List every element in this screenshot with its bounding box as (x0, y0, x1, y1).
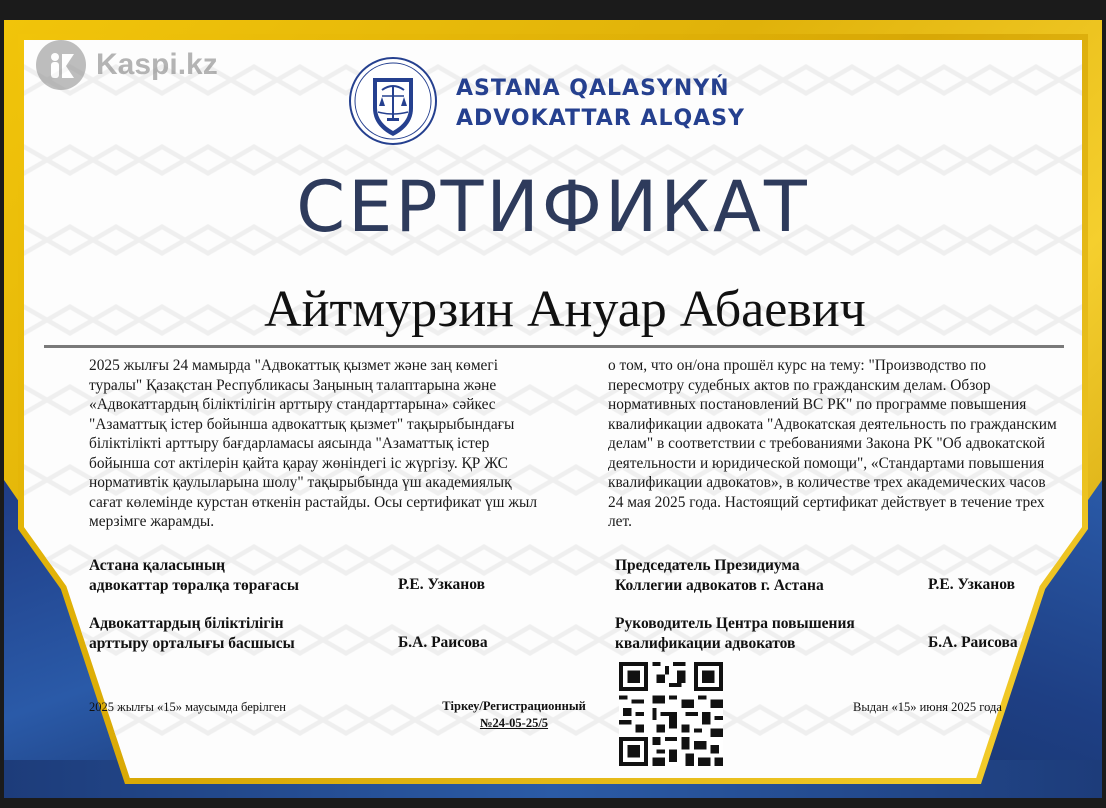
signature-title-line: Председатель Президиума (615, 557, 800, 574)
scales-of-justice-emblem-icon (348, 56, 438, 146)
organization-name (456, 74, 745, 134)
kaspi-logo-icon (36, 40, 86, 90)
registration-number: №24-05-25/5 (479, 716, 549, 730)
signature-title-line: арттыру орталығы басшысы (89, 635, 295, 652)
org-line-1: ASTANA QALASYNYŃ (456, 76, 730, 101)
registration-block (436, 698, 592, 732)
kaspi-brand-text: Kaspi.kz (96, 48, 218, 81)
certificate-title: СЕРТИФИКАТ (296, 166, 810, 248)
org-line-2: ADVOKATTAR ALQASY (456, 106, 745, 131)
signature-title-kz-head (89, 614, 295, 654)
signature-name-ru-chair: Р.Е. Узканов (928, 576, 1015, 593)
signature-title-ru-head (615, 614, 855, 654)
signature-title-kz-chair (89, 556, 299, 596)
signature-title-line: Коллегии адвокатов г. Астана (615, 577, 824, 594)
signature-name-kz-chair: Р.Е. Узканов (398, 576, 485, 593)
registration-label: Тіркеу/Регистрационный (442, 699, 586, 713)
qr-code-icon (619, 662, 723, 766)
signature-name-ru-head: Б.А. Раисова (928, 634, 1018, 651)
kaspi-watermark (36, 40, 218, 90)
signature-title-line: квалификации адвокатов (615, 635, 796, 652)
body-text-kazakh: 2025 жылғы 24 мамырда "Адвокаттық қызмет және заң көмегі туралы" Қазақстан Республикасы Заңының талаптарына және «Адвокаттардың біліктілігін арттыру стандарттарына» сәйкес "Азаматтық істер бойынша адвокаттық қызмет" тақырыбындағы біліктілікті арттыру бағдарламасы аясында "Азаматтық істер бойынша сот актілерін қайта қарау жөніндегі іс жүргізу. ҚР ЖС нормативтік қаулыларына шолу" тақырыбында үш академиялық сағат көлемінде курстан өткенін растайды. Осы сертификат үш жыл мерзімге жарамды. (89, 357, 538, 530)
signature-title-line: Астана қаласының (89, 557, 226, 574)
divider-line (44, 345, 1064, 348)
signature-title-ru-chair (615, 556, 824, 596)
signature-title-line: Руководитель Центра повышения (615, 615, 855, 632)
recipient-name: Айтмурзин Ануар Абаевич (264, 281, 866, 338)
issue-date-kazakh: 2025 жылғы «15» маусымда берілген (89, 700, 286, 714)
body-text-russian: о том, что он/она прошёл курс на тему: "Производство по пересмотру судебных актов по гражданским делам. Обзор нормативных постановлений ВС РК" по программе повышения квалификации адвоката "Адвокатская деятельность по гражданским делам" в соответствии с требованиями Закона РК "Об адвокатской деятельности и юридической помощи", «Стандартами повышения квалификации адвокатов», в количестве трех академических часов 24 мая 2025 года. Настоящий сертификат действует в течение трех лет. (608, 357, 1057, 530)
issue-date-russian: Выдан «15» июня 2025 года (853, 700, 1002, 714)
signature-title-line: адвокаттар төралқа төрағасы (89, 577, 299, 594)
signature-title-line: Адвокаттардың біліктілігін (89, 615, 284, 632)
signature-name-kz-head: Б.А. Раисова (398, 634, 488, 651)
